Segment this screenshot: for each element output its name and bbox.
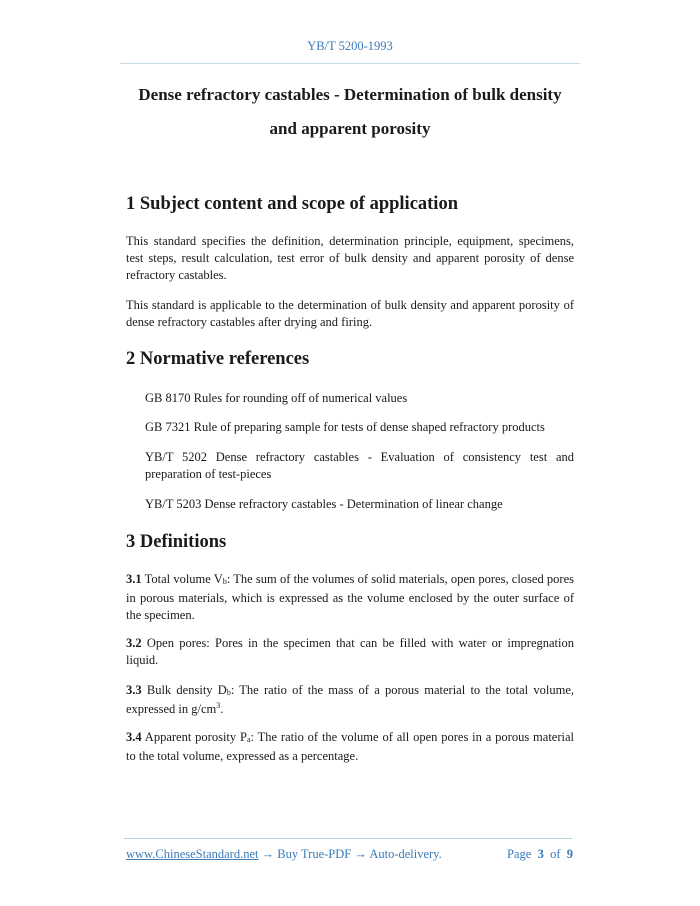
reference-item: GB 7321 Rule of preparing sample for tests of dense shaped refractory products: [145, 420, 545, 434]
document-code-header: YB/T 5200-1993: [307, 39, 393, 53]
section-1-heading: 1 Subject content and scope of application: [126, 194, 458, 214]
definition-3-4: 3.4 Apparent porosity $P_a$: The ratio of the volume of all open pores in a porous material to the total volume, expressed as a percentage.: [126, 730, 574, 763]
reference-item: YB/T 5202 Dense refractory castables - Evaluation of consistency test and preparation of test-pieces: [145, 450, 574, 481]
section-1-paragraph-1: This standard specifies the definition, determination principle, equipment, specimens, test steps, result calculation, test error of bulk density and apparent porosity of dense refractory castables.: [126, 234, 574, 282]
document-title-line2: and apparent porosity: [269, 119, 431, 138]
definition-number: 3.4: [126, 730, 142, 744]
header-divider: [120, 63, 580, 64]
definition-number: 3.3: [126, 683, 142, 697]
section-3-heading: 3 Definitions: [126, 532, 227, 552]
definition-3-1: 3.1 Total volume $V_b$: The sum of the volumes of solid materials, open pores, closed pores in porous materials, which is expressed as the volume enclosed by the outer surface of the specimen.: [126, 572, 574, 622]
website-link[interactable]: www.ChineseStandard.net: [126, 847, 259, 861]
definition-3-3: 3.3 Bulk density $D_b$: The ratio of the mass of a porous material to the total volume, expressed in $g/cm^3$.: [126, 683, 574, 716]
section-1-paragraph-2: This standard is applicable to the determination of bulk density and apparent porosity of dense refractory castables after drying and firing.: [126, 298, 574, 329]
reference-item: YB/T 5203 Dense refractory castables - Determination of linear change: [145, 497, 503, 511]
section-2-heading: 2 Normative references: [126, 349, 310, 369]
definition-number: 3.1: [126, 572, 142, 586]
reference-item: GB 8170 Rules for rounding off of numerical values: [145, 391, 408, 405]
arrow-right-icon: →: [261, 847, 275, 861]
page-number: Page 3 of 9: [507, 847, 573, 861]
footer-divider: [124, 838, 572, 839]
arrow-right-icon: →: [354, 847, 367, 861]
footer-promo: www.ChineseStandard.net → Buy True-PDF → Auto-delivery.: [126, 847, 442, 861]
definition-number: 3.2: [126, 636, 142, 650]
definition-3-2: 3.2 Open pores: Pores in the specimen that can be filled with water or impregnation liquid.: [126, 636, 574, 667]
document-title-line1: Dense refractory castables - Determination of bulk density: [138, 85, 562, 104]
